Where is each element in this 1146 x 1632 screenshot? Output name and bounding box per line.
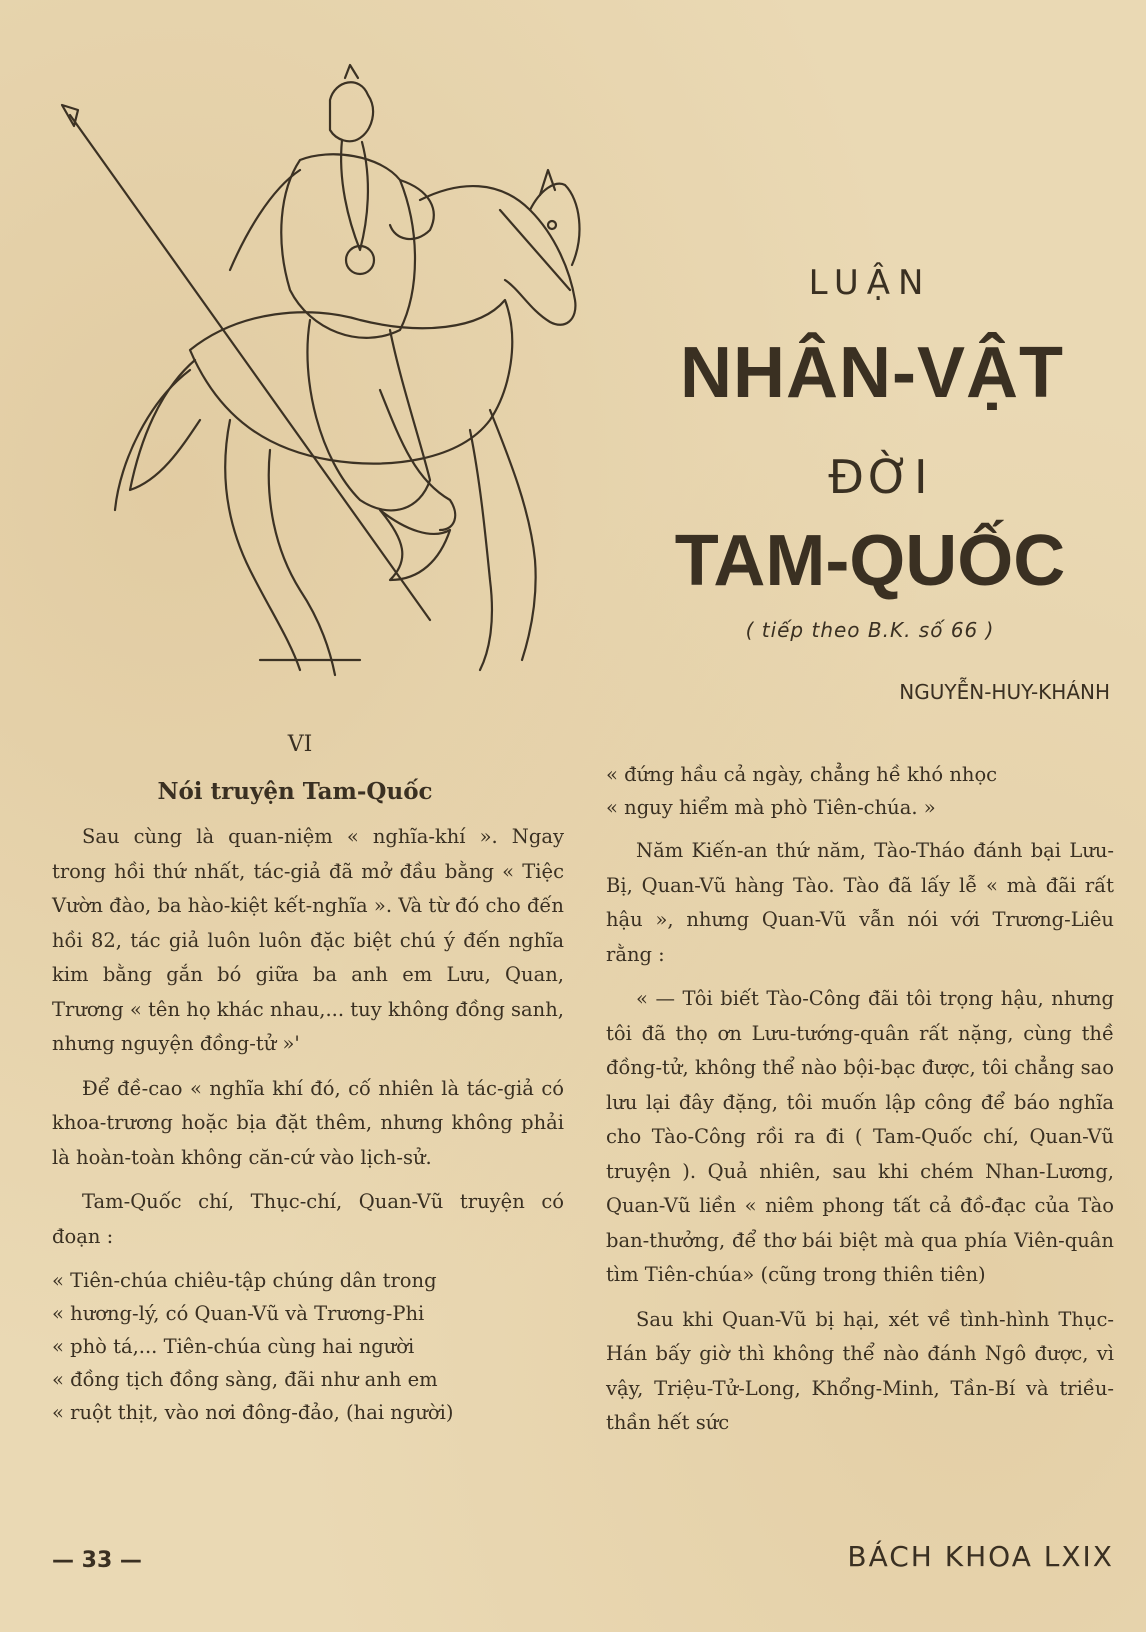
rider-arm-left xyxy=(230,170,300,270)
left-column xyxy=(52,820,564,1429)
horse-neck xyxy=(420,186,575,325)
left-paragraph-2: Để đề-cao « nghĩa khí đó, cố nhiên là tác-giả có khoa-trương hoặc bịa đặt thêm, nhưng không phải là hoàn-toàn không căn-cứ vào lịch-sử. xyxy=(52,1076,564,1169)
continuation-note: ( tiếp theo B.K. số 66 ) xyxy=(745,618,995,642)
horse-body xyxy=(190,300,512,464)
horseman-illustration xyxy=(60,60,620,710)
right-column xyxy=(606,758,1114,1451)
quote-line: « phò tá,... Tiên-chúa cùng hai người xyxy=(52,1335,415,1358)
section-title: Nói truyện Tam-Quốc xyxy=(157,778,433,805)
quote-line: « Tiên-chúa chiêu-tập chúng dân trong xyxy=(52,1269,437,1292)
quote-line: « đồng tịch đồng sàng, đãi như anh em xyxy=(52,1368,438,1391)
title-line-2: TAM-QUỐC xyxy=(674,521,1066,601)
publication-name: BÁCH KHOA LXIX xyxy=(847,1540,1114,1573)
rider-crest xyxy=(345,65,358,78)
horse-leg-front xyxy=(490,410,536,660)
quote-line: « đứng hầu cả ngày, chẳng hề khó nhọc xyxy=(606,763,998,786)
quote-line: « hương-lý, có Quan-Vũ và Trương-Phi xyxy=(52,1302,425,1325)
right-paragraph-1: Năm Kiến-an thứ năm, Tào-Tháo đánh bại Lưu-Bị, Quan-Vũ hàng Tào. Tào đã lấy lễ « mà đãi rất hậu », nhưng Quan-Vũ vẫn nói với Trương-Liêu rằng : xyxy=(606,839,1114,966)
page-number: — 33 — xyxy=(52,1548,142,1573)
author-name: NGUYỄN-HUY-KHÁNH xyxy=(899,680,1110,704)
horse-leg-front-2 xyxy=(470,430,492,670)
title-line-1: NHÂN-VẬT xyxy=(680,333,1064,413)
horse-tail xyxy=(130,360,200,490)
quote-line: « nguy hiểm mà phò Tiên-chúa. » xyxy=(606,796,936,819)
left-paragraph-1: Sau cùng là quan-niệm « nghĩa-khí ». Ngay trong hồi thứ nhất, tác-giả đã mở đầu bằng « Tiệc Vườn đào, ba hào-kiệt kết-nghĩa ». Và từ đó cho đến hồi 82, tác giả luôn luôn đặc biệt chú ý đến nghĩa kim bằng gắn bó giữa ba anh em Lưu, Quan, Trương « tên họ khác nhau,... tuy không đồng sanh, nhưng nguyện đồng-tử »' xyxy=(52,825,564,1055)
right-paragraph-2: « — Tôi biết Tào-Công đãi tôi trọng hậu, nhưng tôi đã thọ ơn Lưu-tướng-quân rất nặng, cùng thề đồng-tử, không thể nào bội-bạc được, tôi chẳng sao lưu lại đây đặng, tôi muốn lập công để báo nghĩa cho Tào-Công rồi ra đi ( Tam-Quốc chí, Quan-Vũ truyện ). Quả nhiên, sau khi chém Nhan-Lương, Quan-Vũ liền « niêm phong tất cả đồ-đạc của Tào ban-thưởng, để thơ bái biệt mà qua phía Viên-quân tìm Tiên-chúa» (cũng trong thiên tiên) xyxy=(606,987,1114,1286)
horse-eye xyxy=(548,221,556,229)
rider-torso xyxy=(281,154,415,338)
horse-ear xyxy=(540,170,555,195)
horse-tail-2 xyxy=(115,370,190,510)
spear-line xyxy=(70,115,430,620)
rider-helmet xyxy=(330,82,373,141)
horse-leg-back-2 xyxy=(269,450,335,675)
left-paragraph-3: Tam-Quốc chí, Thục-chí, Quan-Vũ truyện có đoạn : xyxy=(52,1190,564,1248)
title-prefix: LUẬN xyxy=(808,263,932,303)
horse-leg-back xyxy=(225,420,300,670)
section-number: VI xyxy=(287,732,313,757)
spear-tassel xyxy=(380,510,450,580)
quote-line: « ruột thịt, vào nơi đông-đảo, (hai người) xyxy=(52,1401,454,1424)
right-paragraph-3: Sau khi Quan-Vũ bị hại, xét về tình-hình Thục-Hán bấy giờ thì không thể nào đánh Ngô được, vì vậy, Triệu-Tử-Long, Khổng-Minh, Tần-Bí và triều-thần hết sức xyxy=(606,1307,1114,1434)
rider-arm xyxy=(390,180,434,239)
title-middle: ĐỜI xyxy=(828,450,932,504)
rider-robe xyxy=(307,320,430,510)
